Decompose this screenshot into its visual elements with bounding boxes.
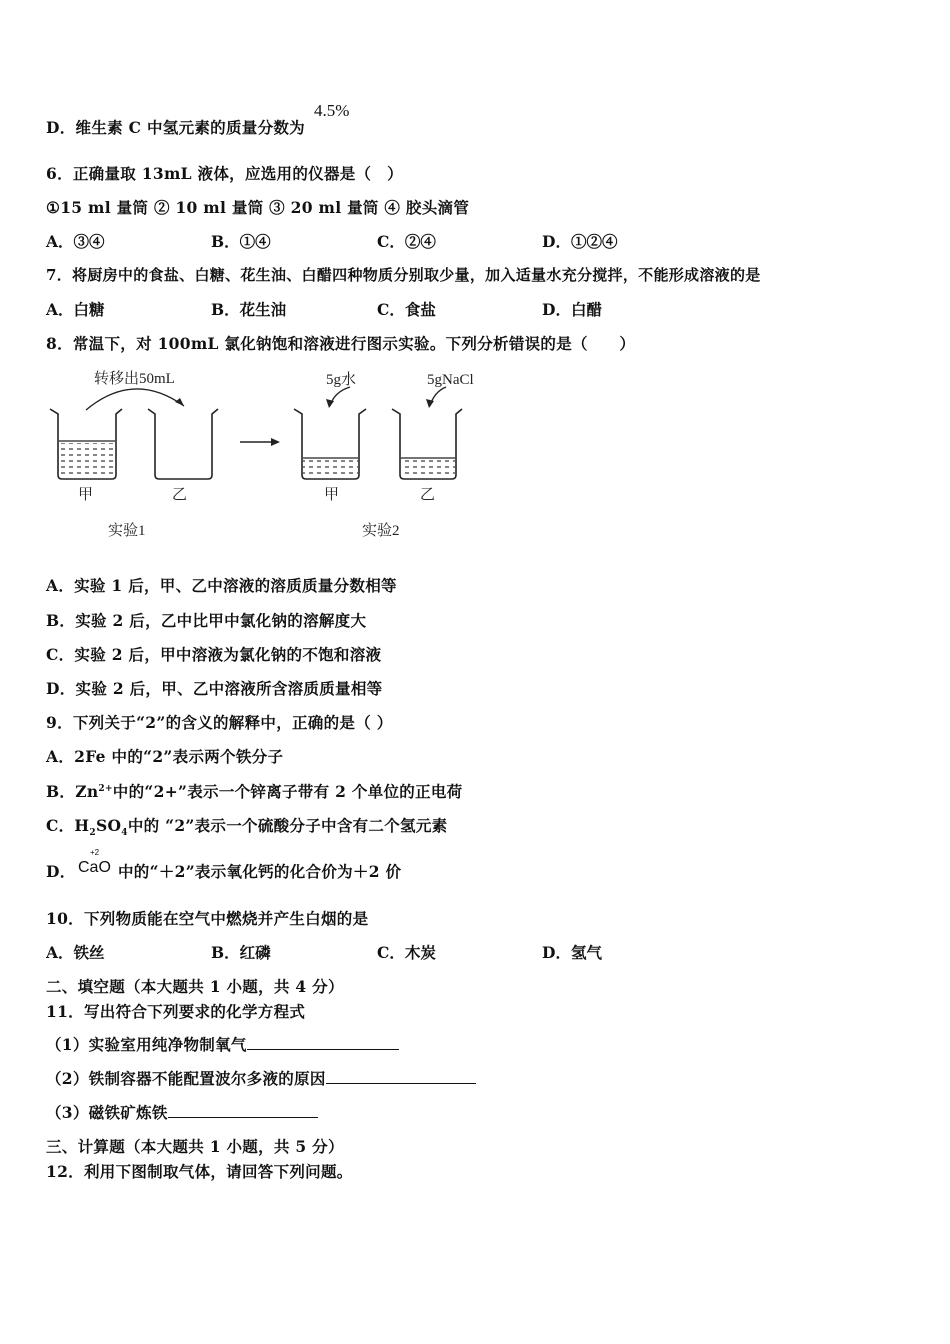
q11-item-2-text: （2）铁制容器不能配置波尔多液的原因 xyxy=(46,1069,326,1088)
q11-item-2 xyxy=(46,1067,476,1089)
q9-option-d-suffix: 中的“＋2”表示氧化钙的化合价为＋2 价 xyxy=(118,862,402,881)
q6-option-b: B．①④ xyxy=(211,232,271,251)
q7-option-a: A．白糖 xyxy=(46,300,105,319)
q9-option-a: A．2Fe 中的“2”表示两个铁分子 xyxy=(46,747,284,766)
q9-b-sup: 2+ xyxy=(98,783,113,794)
q9-b-suffix: 中的“2+”表示一个锌离子带有 2 个单位的正电荷 xyxy=(112,782,463,801)
q11-item-1-text: （1）实验室用纯净物制氧气 xyxy=(46,1035,247,1054)
label-exp1: 实验1 xyxy=(108,523,146,539)
transfer-label: 转移出50mL xyxy=(94,371,175,387)
label-yi-1: 乙 xyxy=(172,487,188,503)
q7-stem: 7．将厨房中的食盐、白糖、花生油、白醋四种物质分别取少量，加入适量水充分搅拌，不能形成溶液的是 xyxy=(46,266,761,284)
beaker-jia-1 xyxy=(50,409,122,479)
label-jia-1: 甲 xyxy=(78,487,94,503)
q5-option-d-value: 4.5% xyxy=(314,101,350,120)
q6-option-a: A．③④ xyxy=(46,232,105,251)
q9-option-b xyxy=(46,780,462,802)
q7-option-b: B．花生油 xyxy=(211,300,287,319)
q12-stem: 12．利用下图制取气体，请回答下列问题。 xyxy=(46,1162,353,1181)
q9-c-sub1: 2 xyxy=(89,828,96,839)
q6-instruments: ①15 ml 量筒 ② 10 ml 量筒 ③ 20 ml 量筒 ④ 胶头滴管 xyxy=(46,198,470,217)
q11-answer-blank-3[interactable] xyxy=(168,1103,318,1118)
label-jia-2: 甲 xyxy=(324,487,340,503)
q11-stem: 11．写出符合下列要求的化学方程式 xyxy=(46,1002,306,1021)
q10-option-b: B．红磷 xyxy=(211,943,271,962)
q8-option-c: C．实验 2 后，甲中溶液为氯化钠的不饱和溶液 xyxy=(46,645,382,664)
label-exp2: 实验2 xyxy=(362,523,400,539)
q9-stem: 9．下列关于“2”的含义的解释中，正确的是（ ） xyxy=(46,713,393,732)
q5-option-d-text: D．维生素 C 中氢元素的质量分数为 xyxy=(46,118,305,137)
q11-answer-blank-2[interactable] xyxy=(326,1069,476,1084)
transfer-arrow xyxy=(86,389,184,410)
q9-option-c xyxy=(46,814,447,838)
q7-option-c: C．食盐 xyxy=(377,300,436,319)
transfer-arrowhead xyxy=(175,398,184,406)
q9-cao-text: CaO xyxy=(78,859,111,876)
q10-option-a: A．铁丝 xyxy=(46,943,105,962)
section2-heading: 二、填空题（本大题共 1 小题，共 4 分） xyxy=(46,977,344,996)
q10-option-c: C．木炭 xyxy=(377,943,436,962)
q6-option-d: D．①②④ xyxy=(542,232,618,251)
q11-answer-blank-1[interactable] xyxy=(247,1035,399,1050)
q9-c-prefix: C．H xyxy=(46,816,90,835)
q8-option-b: B．实验 2 后，乙中比甲中氯化钠的溶解度大 xyxy=(46,611,367,630)
beaker-jia-2 xyxy=(294,409,366,479)
q9-option-d-prefix: D． xyxy=(46,862,76,881)
q6-option-c: C．②④ xyxy=(377,232,436,251)
q8-option-d: D．实验 2 后，甲、乙中溶液所含溶质质量相等 xyxy=(46,679,383,698)
label-yi-2: 乙 xyxy=(420,487,436,503)
water-label: 5g水 xyxy=(326,372,357,388)
q10-stem: 10．下列物质能在空气中燃烧并产生白烟的是 xyxy=(46,909,369,928)
q9-c-suffix: 中的 “2”表示一个硫酸分子中含有二个氢元素 xyxy=(127,816,448,835)
q9-cao-oxidation: +2 xyxy=(90,848,100,857)
q8-figure-svg xyxy=(44,362,504,547)
section3-heading: 三、计算题（本大题共 1 小题，共 5 分） xyxy=(46,1137,344,1156)
q6-stem: 6．正确量取 13mL 液体，应选用的仪器是（ ） xyxy=(46,164,403,183)
beaker-yi-2 xyxy=(392,409,462,479)
q8-stem: 8．常温下，对 100mL 氯化钠饱和溶液进行图示实验。下列分析错误的是（ ） xyxy=(46,334,636,353)
q9-c-mid: SO xyxy=(95,816,122,835)
q9-b-prefix: B．Zn xyxy=(46,782,99,801)
nacl-label: 5gNaCl xyxy=(427,372,474,388)
q11-item-3 xyxy=(46,1101,318,1123)
beaker-yi-1 xyxy=(148,409,218,479)
q11-item-3-text: （3）磁铁矿炼铁 xyxy=(46,1103,168,1122)
q10-option-d: D．氢气 xyxy=(542,943,602,962)
q5-option-d xyxy=(46,116,305,138)
q7-option-d: D．白醋 xyxy=(542,300,602,319)
water-arrow xyxy=(330,387,350,406)
q9-c-sub2: 4 xyxy=(121,828,128,839)
q8-experiment-figure xyxy=(44,362,504,547)
process-arrowhead xyxy=(271,438,280,446)
q8-option-a: A．实验 1 后，甲、乙中溶液的溶质质量分数相等 xyxy=(46,576,397,595)
q11-item-1 xyxy=(46,1033,399,1055)
